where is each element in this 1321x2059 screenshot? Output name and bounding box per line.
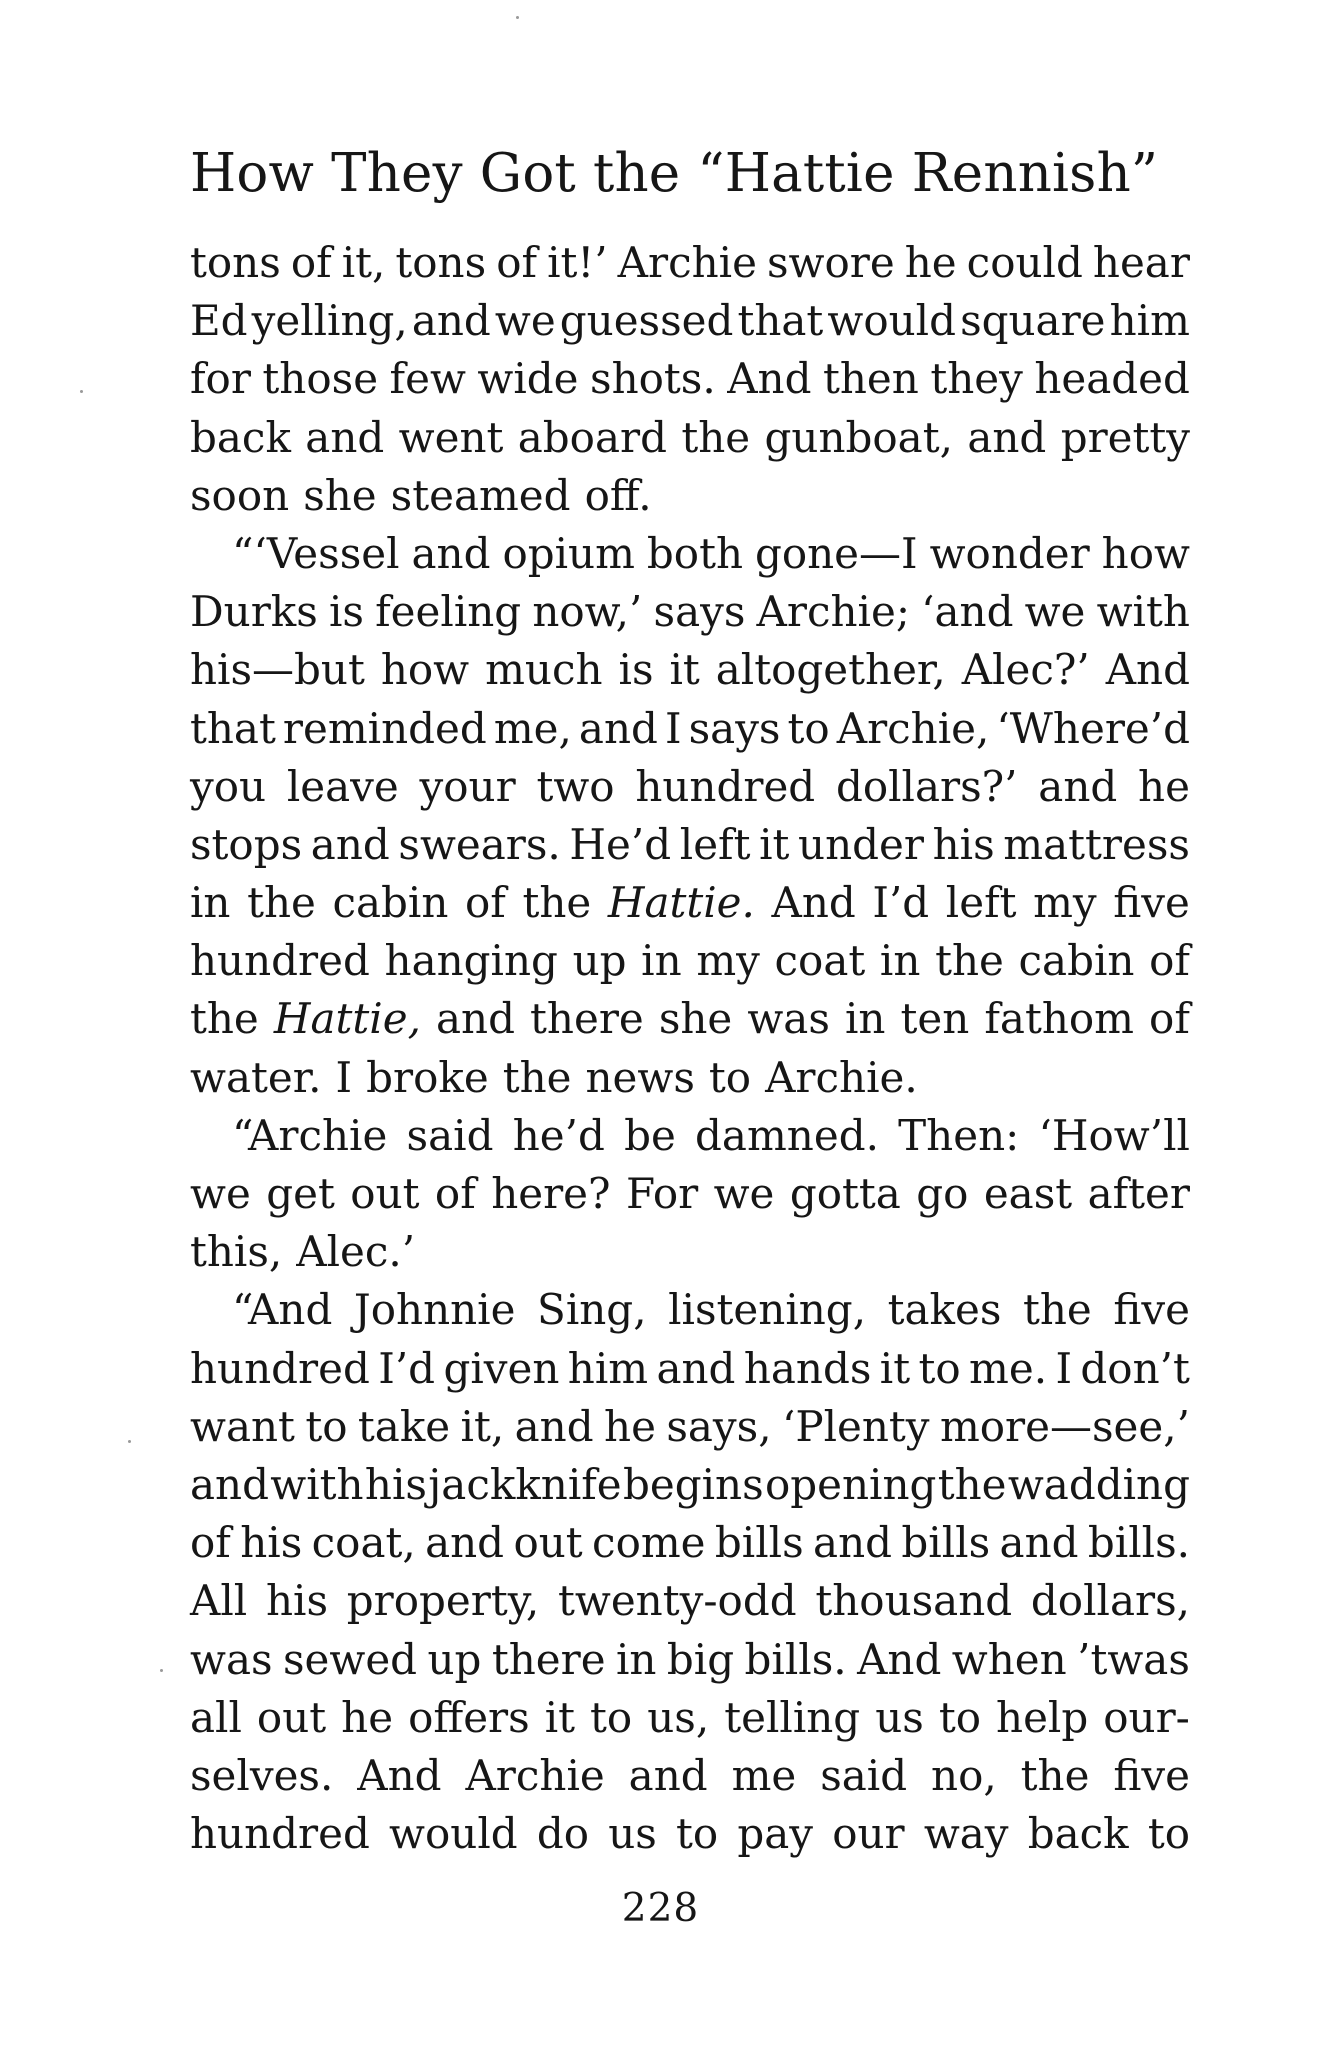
text-line: tons of it, tons of it!’ Archie swore he could hear	[190, 238, 1190, 287]
text-line: this, Alec.’	[190, 1227, 416, 1277]
scan-speck	[80, 390, 83, 393]
scan-speck	[160, 1669, 163, 1672]
text-line: the Hattie, and there she was in ten fathom of	[190, 994, 1190, 1044]
scan-speck	[128, 1440, 131, 1443]
text-line: back and went aboard the gunboat, and pretty	[190, 412, 1190, 462]
text-line: his—but how much is it altogether, Alec?’ And	[190, 645, 1190, 695]
text-line: for those few wide shots. And then they headed	[190, 354, 1190, 404]
text-line: stops and swears. He’d left it under his mattress	[190, 819, 1190, 869]
text-line: soon she steamed off.	[190, 470, 652, 520]
text-line: Ed yelling, and we guessed that would square him	[190, 296, 1190, 346]
text-line: selves. And Archie and me said no, the five	[190, 1750, 1190, 1800]
text-line: All his property, twenty-odd thousand dollars,	[190, 1576, 1190, 1626]
text-line: all out he offers it to us, telling us to help our-	[190, 1692, 1190, 1742]
text-line: and with his jackknife begins opening the wadding	[190, 1459, 1190, 1509]
text-line: Durks is feeling now,’ says Archie; ‘and we with	[190, 587, 1190, 637]
text-line: of his coat, and out come bills and bills and bills.	[190, 1518, 1190, 1568]
text-line: “‘Vessel and opium both gone—I wonder how	[190, 528, 1190, 578]
scan-speck	[516, 16, 519, 19]
text-line: you leave your two hundred dollars?’ and he	[190, 761, 1190, 811]
text-line: we get out of here? For we gotta go east after	[190, 1169, 1190, 1218]
text-line: in the cabin of the Hattie. And I’d left my five	[190, 878, 1190, 928]
page-number: 228	[621, 1886, 700, 1931]
text-line: water. I broke the news to Archie.	[190, 1052, 918, 1102]
text-line: was sewed up there in big bills. And when ’twas	[190, 1634, 1190, 1684]
running-head: How They Got the “Hattie Rennish”	[190, 143, 1159, 204]
text-line: hundred would do us to pay our way back to	[190, 1809, 1190, 1859]
text-line: hundred I’d given him and hands it to me. I don’t	[190, 1343, 1190, 1393]
text-line: that reminded me, and I says to Archie, ‘Where’d	[190, 703, 1190, 753]
text-line: hundred hanging up in my coat in the cabin of	[190, 936, 1190, 986]
text-line: “And Johnnie Sing, listening, takes the five	[190, 1285, 1190, 1335]
text-line: want to take it, and he says, ‘Plenty more—see,’	[190, 1401, 1190, 1451]
text-line: “Archie said he’d be damned. Then: ‘How’ll	[190, 1110, 1190, 1160]
body-text	[190, 234, 1190, 1863]
